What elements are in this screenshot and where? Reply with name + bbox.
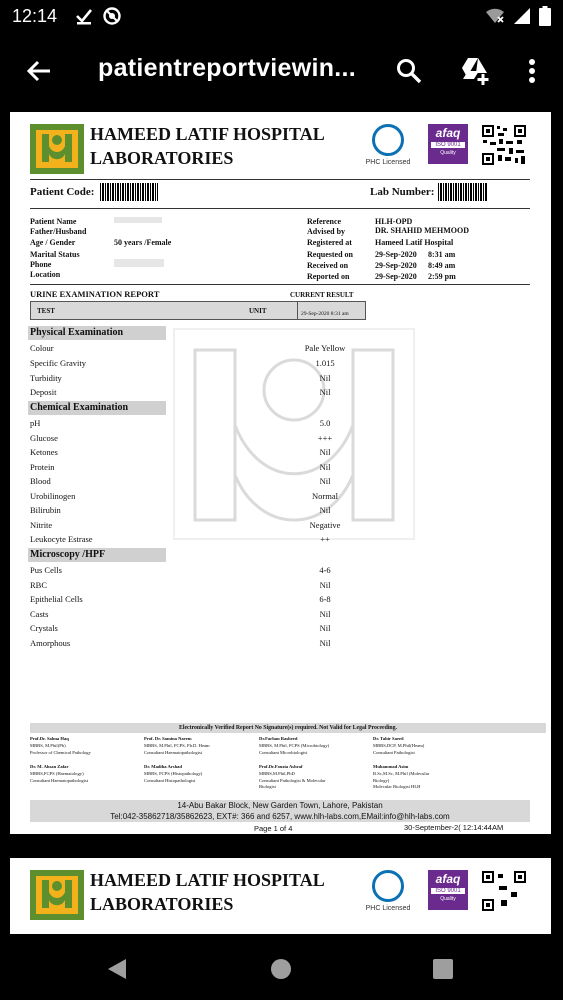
verified-report-note: Electronically Verified Report No Signature(s) required. Not Valid for Legal Proceeding. [30,723,546,733]
patient-code-barcode [100,183,158,201]
battery-icon [539,6,551,26]
pdf-page-2[interactable] [10,858,551,934]
search-button[interactable] [392,54,426,88]
test-result: Nil [319,462,331,472]
search-icon [395,57,423,85]
father-husband-label: Father/Husband [30,227,87,236]
reference-label: Reference [307,217,342,226]
test-name: Protein [30,462,55,472]
received-time: 8:49 am [428,261,456,270]
result-date: 29-Sep-2020 8:31 am [301,311,349,317]
test-result: Nil [319,580,331,590]
hospital-name: HAMEED LATIF HOSPITAL LABORATORIES [90,870,325,914]
test-name: Pus Cells [30,565,62,575]
nav-home-button[interactable] [268,956,294,982]
patient-code-label: Patient Code: [30,186,95,198]
test-result: Normal [312,491,338,501]
report-title: URINE EXAMINATION REPORT [30,289,160,299]
test-name: Deposit [30,387,57,397]
test-name: Turbidity [30,373,62,383]
doctor-entry: Dr. Madiha Arshad MBBS, FCPS (Histopathology) Consultant Histopathologist [144,764,203,783]
page-number: Page 1 of 4 [254,824,293,833]
test-name: Leukocyte Estrase [30,534,93,544]
doctor-entry: Muhammad Asim B.Sc,M.Sc, M.Phil (Molecular Biology) Molecular Biologist HLH [373,764,430,790]
test-result: Pale Yellow [304,343,346,353]
reported-on-label: Reported on [307,272,350,281]
test-name: Nitrite [30,520,53,530]
col-test: TEST [37,307,55,315]
lab-number-label: Lab Number: [370,186,435,198]
phc-licensed-badge: PHC Licensed [365,870,411,912]
phone-label: Phone [30,260,52,269]
section-physical-examination: Physical Examination [28,326,166,340]
test-result: Nil [319,505,331,515]
test-name: Specific Gravity [30,358,86,368]
requested-on-label: Requested on [307,250,354,259]
test-result: 1.015 [315,358,335,368]
section-microscopy: Microscopy /HPF [28,548,166,562]
test-name: RBC [30,580,48,590]
hospital-name: HAMEED LATIF HOSPITAL LABORATORIES [90,124,325,168]
document-title: patientreportviewin... [98,54,357,82]
doctor-entry: Prof.Dr. Salma Haq MBBS, M.Phil(Pb) Professor of Chemical Pathology [30,736,91,755]
print-timestamp: 30-September-2( 12:14:44AM [404,823,504,832]
nav-recents-button[interactable] [430,956,456,982]
hospital-logo [30,870,84,920]
doctor-entry: Prof.Dr.Fouzia Ashraf MBBS,M.Phil,PhD Consultant Pathologist & Molecular Biologist [259,764,326,790]
test-name: Urobilinogen [30,491,76,501]
advised-by-value: DR. SHAHID MEHMOOD [375,226,469,235]
footer-contact [30,800,530,822]
add-to-drive-button[interactable] [457,54,491,88]
status-time: 12:14 [12,6,58,26]
phc-licensed-badge: PHC Licensed [365,124,411,166]
system-nav-bar [0,936,563,1000]
drive-add-icon [458,56,490,86]
doctor-entry: Dr. M. Ahsan Zafar MBBS,FCPS (Haematology) Consultant Haematopathologist [30,764,89,783]
pdf-page-1[interactable] [10,112,551,834]
more-options-button[interactable] [515,54,549,88]
test-result: 6-8 [319,594,331,604]
requested-time: 8:31 am [428,250,456,259]
afaq-iso-badge: afaq ISO 9001 Quality [428,124,468,164]
hospital-logo [30,124,84,174]
reference-value: HLH-OPD [375,217,413,226]
test-result: 4-6 [319,565,331,575]
marital-status-label: Marital Status [30,250,80,259]
test-result: ++ [320,534,330,544]
test-result: Nil [319,638,331,648]
address: 14-Abu Bakar Block, New Garden Town, Lahore, Pakistan [177,801,383,810]
test-name: Ketones [30,447,58,457]
requested-date: 29-Sep-2020 [375,250,417,259]
doctor-entry: Dr. Tahir Saeed MBBS,DCP, M.Phil(Heam) Consultant Pathologist [373,736,425,755]
results-table-header [30,301,366,320]
test-name: Colour [30,343,54,353]
no-disturb-icon [102,6,122,26]
doctor-entry: Dr.Farhan Rasheed MBBS, M.Phil, FCPS (Microbiology) Consultant Microbiologist [259,736,330,755]
test-name: Glucose [30,433,58,443]
age-gender-label: Age / Gender [30,238,76,247]
check-icon [74,6,94,26]
test-result: 5.0 [319,418,331,428]
app-bar [0,34,563,108]
registered-at-value: Hameed Latif Hospital [375,238,454,247]
current-result-label: CURRENT RESULT [290,291,354,299]
test-name: Casts [30,609,49,619]
section-chemical-examination: Chemical Examination [28,401,166,415]
nav-recents-icon [432,958,454,980]
test-name: Amorphous [30,638,71,648]
more-vert-icon [528,58,536,84]
received-date: 29-Sep-2020 [375,261,417,270]
wifi-off-icon [485,7,505,25]
afaq-iso-badge: afaq ISO 9001 Quality [428,870,468,910]
test-name: pH [30,418,41,428]
test-result: Nil [319,387,331,397]
test-result: Nil [319,623,331,633]
back-arrow-icon [25,57,53,85]
test-name: Epithelial Cells [30,594,83,604]
test-result: +++ [317,433,333,443]
test-name: Bilirubin [30,505,61,515]
qr-code [481,870,527,912]
reported-date: 29-Sep-2020 [375,272,417,281]
test-result: Nil [319,447,331,457]
test-name: Blood [30,476,51,486]
advised-by-label: Advised by [307,227,346,236]
nav-back-icon [106,957,128,981]
patient-name-label: Patient Name [30,217,77,226]
test-name: Crystals [30,623,58,633]
qr-code [481,124,527,166]
received-on-label: Received on [307,261,349,270]
status-bar [0,0,563,34]
contact-info: Tel:042-35862718/35862623, EXT#: 366 and 6257, www.hlh-labs.com,EMail:info@hlh-labs.com [110,812,450,821]
reported-time: 2:59 pm [428,272,456,281]
nav-home-icon [269,957,293,981]
back-button[interactable] [22,54,56,88]
registered-at-label: Registered at [307,238,352,247]
test-result: Nil [319,609,331,619]
location-label: Location [30,270,61,279]
nav-back-button[interactable] [104,956,130,982]
test-result: Nil [319,476,331,486]
doctor-entry: Prof. Dr. Samina Naeem MBBS, M.Phil, FCPS, Ph.D. Heam Consultant Haematopathologist [144,736,210,755]
col-unit: UNIT [249,307,267,315]
lab-number-barcode [438,183,488,201]
test-result: Negative [309,520,341,530]
signal-icon [513,7,531,25]
age-gender-value: 50 years /Female [114,238,172,247]
test-result: Nil [319,373,331,383]
